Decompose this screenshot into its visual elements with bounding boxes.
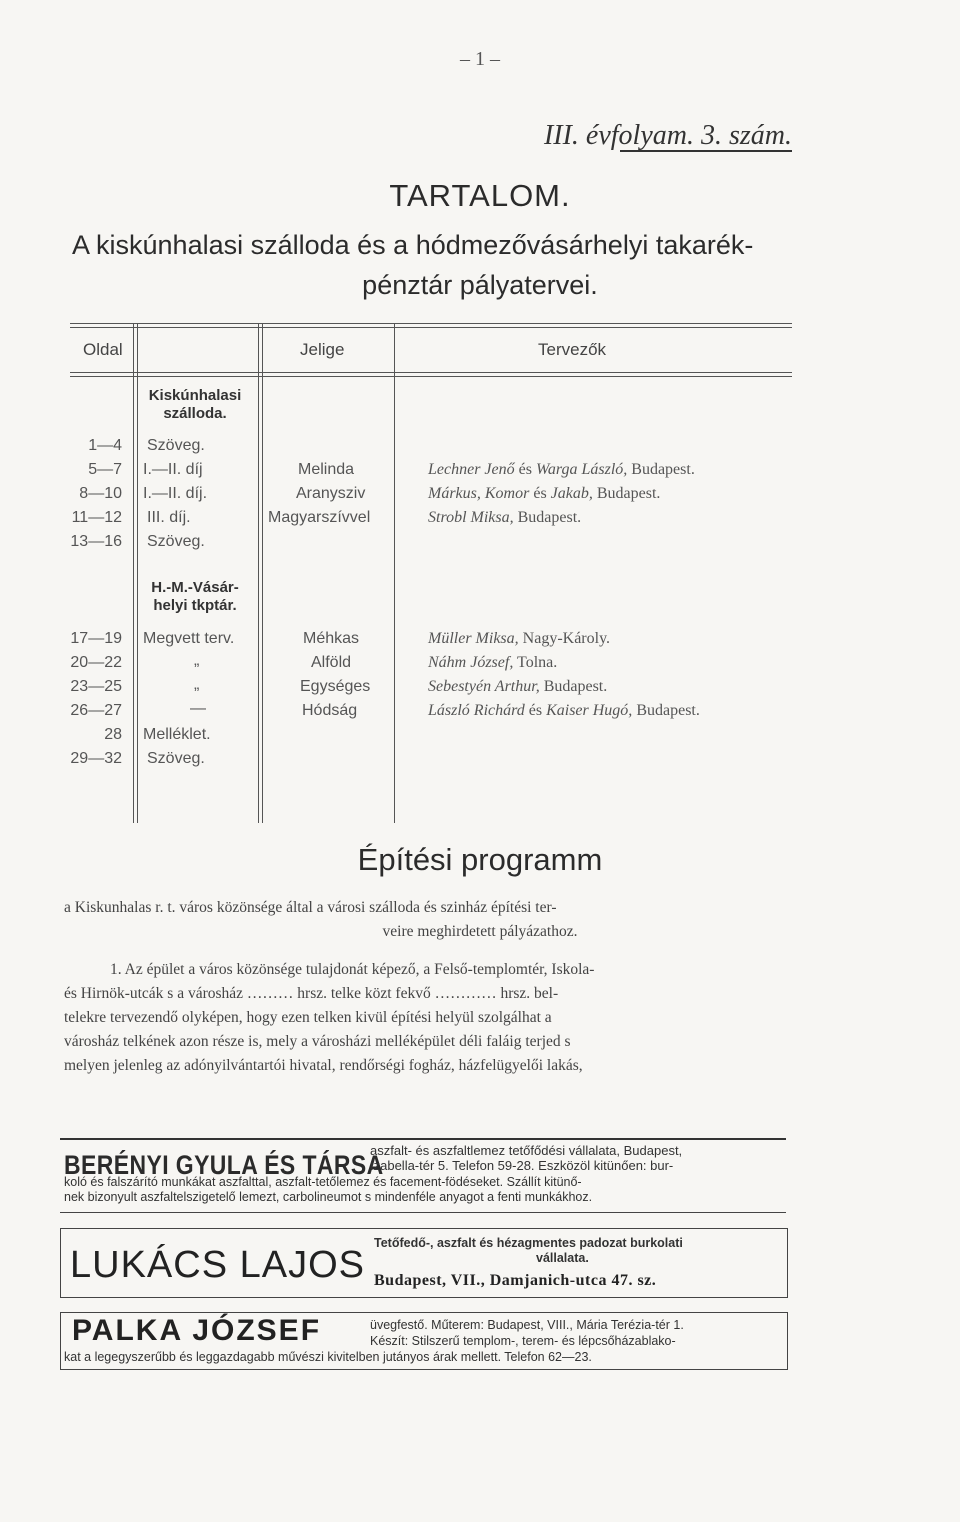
table-row-desc: Megvett terv. [143, 630, 235, 647]
table-row-motto: Méhkas [303, 630, 360, 647]
table-row-page: 20—22 [70, 654, 122, 671]
table-row-page: 28 [104, 726, 122, 743]
table-top-rule-2 [70, 327, 792, 328]
table-row-designers: Náhm József, Tolna. [428, 654, 558, 671]
ad-berenyi-name: BERÉNYI GYULA ÉS TÁRSA [64, 1150, 384, 1180]
table-row-page: 1—4 [88, 437, 122, 454]
table-row-designers: Strobl Miksa, Budapest. [428, 509, 582, 526]
table-header-rule [70, 372, 792, 373]
table-row-page: 17—19 [70, 630, 122, 647]
table-row-desc: Melléklet. [143, 726, 211, 743]
ad-berenyi-top-rule [60, 1138, 786, 1140]
table-row-page: 5—7 [88, 461, 122, 478]
intro-line-1: a Kiskunhalas r. t. város közönsége által a városi szálloda és szinház építési ter- [64, 899, 557, 916]
table-row-motto: Hódság [302, 702, 358, 719]
page-title: TARTALOM. [389, 178, 571, 213]
table-row-desc: „ [194, 676, 200, 693]
table-row-desc: Szöveg. [147, 750, 205, 767]
table-row-motto: Alföld [311, 654, 352, 671]
subtitle-line-1: A kiskúnhalasi szálloda és a hódmezővásárhelyi takarék- [72, 230, 754, 260]
table-row-desc: — [190, 700, 206, 717]
table-row-page: 8—10 [79, 485, 122, 502]
section-title: Építési programm [357, 842, 603, 877]
ad-palka-line: üvegfestő. Műterem: Budapest, VIII., Mária Terézia-tér 1. [370, 1318, 684, 1332]
table-row-page: 26—27 [70, 702, 122, 719]
header-designers: Tervezők [538, 340, 607, 359]
ad-palka-line: Készít: Stilszerű templom-, terem- és lépcsőházablako- [370, 1334, 676, 1348]
ad-berenyi-line: nek bizonyult aszfaltelszigetelő lemezt, carbolineumot s mindenféle anyagot a fenti munkákhoz. [64, 1190, 593, 1204]
ad-berenyi-line: Izabella-tér 5. Telefon 59-28. Eszközöl kitünően: bur- [370, 1158, 674, 1173]
table-row-page: 23—25 [70, 678, 122, 695]
table-row-motto: Magyarszívvel [268, 509, 371, 526]
table-row-desc: Szöveg. [147, 437, 205, 454]
table-row-desc: „ [194, 652, 200, 669]
table-row-motto: Egységes [300, 678, 371, 695]
body-line: melyen jelenleg az adónyilvántartói hivatal, rendőrségi fogház, házfelügyelői lakás, [64, 1057, 583, 1074]
table-row-desc: I.—II. díj. [143, 485, 208, 502]
table-row-motto: Melinda [298, 461, 355, 478]
table-row-desc: III. díj. [147, 509, 191, 526]
table-row-page: 29—32 [70, 750, 122, 767]
column-divider [262, 323, 263, 823]
table-row-page: 11—12 [71, 509, 122, 526]
table-row-page: 13—16 [70, 533, 122, 550]
column-divider [133, 323, 134, 823]
header-page: Oldal [83, 340, 123, 359]
page-number: – 1 – [460, 48, 500, 70]
ad-lukacs-name: LUKÁCS LAJOS [70, 1244, 365, 1286]
table-row-designers: Lechner Jenő és Warga László, Budapest. [428, 461, 695, 478]
table-row-designers: Márkus, Komor és Jakab, Budapest. [428, 485, 661, 502]
table-row-motto: Aranysziv [296, 485, 366, 502]
table-row-designers: Müller Miksa, Nagy-Károly. [428, 630, 611, 647]
ad-berenyi-line: aszfalt- és aszfaltlemez tetőfődési vállalata, Budapest, [370, 1143, 683, 1158]
volume-label: III. évfolyam. 3. szám. [543, 120, 792, 151]
body-line: városház telkének azon része is, mely a városházi melléképület déli faláig terjed s [64, 1033, 571, 1050]
table-row-designers: Sebestyén Arthur, Budapest. [428, 678, 608, 695]
ad-lukacs-line: vállalata. [536, 1251, 589, 1265]
table-row-designers: László Richárd és Kaiser Hugó, Budapest. [428, 702, 700, 719]
volume-underline [620, 150, 792, 152]
body-line: és Hirnök-utcák s a városház ……… hrsz. telke közt fekvő ………… hrsz. bel- [64, 985, 559, 1002]
ad-berenyi-bottom-rule [60, 1212, 786, 1213]
ad-lukacs-address: Budapest, VII., Damjanich-utca 47. sz. [374, 1272, 657, 1289]
ad-palka-name: PALKA JÓZSEF [72, 1314, 322, 1347]
ad-berenyi-line: koló és falszárító munkákat aszfalttal, aszfalt-tetőlemez és facement-födéseket. Szállít kitünő- [64, 1175, 582, 1189]
body-line: 1. Az épület a város közönsége tulajdonát képező, a Felső-templomtér, Iskola- [110, 961, 595, 978]
column-divider [394, 323, 395, 823]
subtitle-line-2: pénztár pályatervei. [362, 270, 598, 300]
body-line: telekre tervezendő olyképen, hogy ezen telken kivül építési helyül szolgálhat a [64, 1009, 552, 1026]
header-motto: Jelige [300, 340, 345, 359]
table-row-desc: I.—II. díj [143, 461, 203, 478]
table-row-desc: Szöveg. [147, 533, 205, 550]
column-divider [258, 323, 259, 823]
table-top-rule [70, 323, 792, 324]
intro-line-2: veire meghirdetett pályázathoz. [382, 923, 578, 940]
table-header-rule-2 [70, 376, 792, 377]
section-label-hmvasarhely: H.-M.-Vásár- helyi tkptár. [151, 579, 239, 614]
section-label-kiskunhalas: Kiskúnhalasi szálloda. [148, 387, 242, 422]
ad-lukacs-line: Tetőfedő-, aszfalt és hézagmentes padozat burkolati [374, 1236, 683, 1250]
ad-palka-line: kat a legegyszerűbb és leggazdagabb művészi kivitelben jutányos árak mellett. Telefon 62—23. [64, 1350, 592, 1364]
